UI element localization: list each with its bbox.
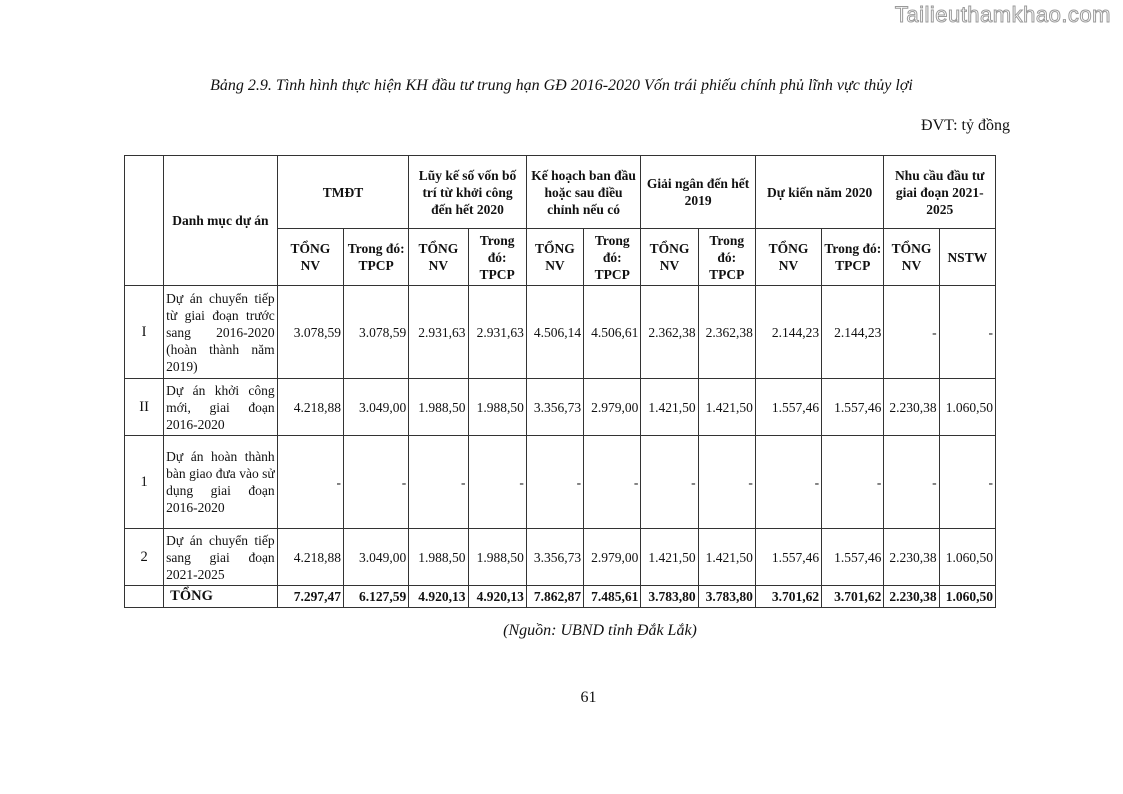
row-number: I <box>125 286 164 379</box>
row-number: 1 <box>125 436 164 529</box>
row-value-cell: - <box>584 436 641 529</box>
subheader-trong-do: Trong đó: TPCP <box>343 229 408 286</box>
total-value-cell: 7.862,87 <box>526 586 583 608</box>
table-row <box>125 379 996 436</box>
row-value-cell: 3.356,73 <box>526 529 583 586</box>
row-value-cell: 1.557,46 <box>822 379 884 436</box>
subheader-trong-do: Trong đó: TPCP <box>468 229 526 286</box>
row-project-name: Dự án chuyển tiếp từ giai đoạn trước sang 2016-2020 (hoàn thành năm 2019) <box>164 286 278 379</box>
row-value-cell: 1.988,50 <box>409 379 468 436</box>
row-value-cell: 2.362,38 <box>698 286 755 379</box>
row-value-cell: 1.060,50 <box>939 529 995 586</box>
total-value-cell: 7.485,61 <box>584 586 641 608</box>
row-value-cell: 1.557,46 <box>822 529 884 586</box>
row-value-cell: 2.144,23 <box>755 286 821 379</box>
subheader-trong-do: Trong đó: TPCP <box>822 229 884 286</box>
table-row <box>125 436 996 529</box>
row-value-cell: 3.078,59 <box>277 286 343 379</box>
row-value-cell: 2.362,38 <box>641 286 698 379</box>
header-group-forecast: Dự kiến năm 2020 <box>755 156 884 229</box>
header-group-plan: Kế hoạch ban đầu hoặc sau điều chỉnh nếu có <box>526 156 641 229</box>
row-value-cell: 1.988,50 <box>468 529 526 586</box>
row-value-cell: - <box>277 436 343 529</box>
subheader-trong-do: Trong đó: TPCP <box>698 229 755 286</box>
row-value-cell: - <box>698 436 755 529</box>
row-value-cell: 1.988,50 <box>409 529 468 586</box>
row-project-name: Dự án chuyển tiếp sang giai đoạn 2021-2025 <box>164 529 278 586</box>
row-value-cell: 4.506,14 <box>526 286 583 379</box>
row-value-cell: - <box>409 436 468 529</box>
source-note: (Nguồn: UBND tỉnh Đắk Lắk) <box>503 622 697 639</box>
total-row <box>125 586 996 608</box>
row-value-cell: 2.144,23 <box>822 286 884 379</box>
row-value-cell: 3.049,00 <box>343 379 408 436</box>
subheader-tong-nv: TỔNG NV <box>641 229 698 286</box>
total-value-cell: 3.701,62 <box>822 586 884 608</box>
watermark: Tailieuthamkhao.com <box>894 2 1111 27</box>
row-value-cell: 2.230,38 <box>884 379 939 436</box>
row-value-cell: 4.506,61 <box>584 286 641 379</box>
subheader-tong-nv: TỔNG NV <box>409 229 468 286</box>
row-value-cell: - <box>822 436 884 529</box>
table-row <box>125 286 996 379</box>
header-group-disbursed: Giải ngân đến hết 2019 <box>641 156 756 229</box>
row-value-cell: 1.421,50 <box>641 529 698 586</box>
row-value-cell: 1.060,50 <box>939 379 995 436</box>
row-project-name: Dự án khởi công mới, giai đoạn 2016-2020 <box>164 379 278 436</box>
investment-table <box>124 155 996 608</box>
row-value-cell: 3.356,73 <box>526 379 583 436</box>
row-value-cell: - <box>884 286 939 379</box>
row-value-cell: 2.230,38 <box>884 529 939 586</box>
row-value-cell: - <box>939 286 995 379</box>
total-value-cell: 3.783,80 <box>698 586 755 608</box>
row-value-cell: 3.078,59 <box>343 286 408 379</box>
row-value-cell: - <box>641 436 698 529</box>
page-number: 61 <box>580 689 597 706</box>
total-label: TỔNG <box>164 586 278 608</box>
subheader-tong-nv: TỔNG NV <box>277 229 343 286</box>
total-value-cell: 4.920,13 <box>409 586 468 608</box>
table-caption: Bảng 2.9. Tình hình thực hiện KH đầu tư trung hạn GĐ 2016-2020 Vốn trái phiếu chính phủ lĩnh vực thủy lợi <box>210 77 913 94</box>
row-value-cell: - <box>468 436 526 529</box>
row-value-cell: 2.979,00 <box>584 529 641 586</box>
subheader-tong-nv: TỔNG NV <box>755 229 821 286</box>
subheader-tong-nv: TỔNG NV <box>884 229 939 286</box>
row-value-cell: 1.421,50 <box>698 529 755 586</box>
total-value-cell: 7.297,47 <box>277 586 343 608</box>
total-no <box>125 586 164 608</box>
row-number: 2 <box>125 529 164 586</box>
header-group-tmdt: TMĐT <box>277 156 409 229</box>
total-value-cell: 6.127,59 <box>343 586 408 608</box>
total-value-cell: 4.920,13 <box>468 586 526 608</box>
unit-label: ĐVT: tỷ đồng <box>921 117 1010 134</box>
row-value-cell: 1.421,50 <box>641 379 698 436</box>
row-value-cell: 3.049,00 <box>343 529 408 586</box>
row-value-cell: 2.931,63 <box>468 286 526 379</box>
row-value-cell: - <box>884 436 939 529</box>
row-value-cell: 4.218,88 <box>277 529 343 586</box>
row-value-cell: 2.979,00 <box>584 379 641 436</box>
row-value-cell: 1.421,50 <box>698 379 755 436</box>
row-value-cell: - <box>939 436 995 529</box>
header-project-list: Danh mục dự án <box>164 156 278 286</box>
row-value-cell: 1.557,46 <box>755 529 821 586</box>
row-value-cell: 4.218,88 <box>277 379 343 436</box>
row-value-cell: - <box>755 436 821 529</box>
subheader-nstw: NSTW <box>939 229 995 286</box>
total-value-cell: 2.230,38 <box>884 586 939 608</box>
subheader-trong-do: Trong đó: TPCP <box>584 229 641 286</box>
total-value-cell: 3.783,80 <box>641 586 698 608</box>
table-row <box>125 529 996 586</box>
header-group-cumulative: Lũy kế số vốn bố trí từ khởi công đến hết 2020 <box>409 156 527 229</box>
row-value-cell: 1.557,46 <box>755 379 821 436</box>
row-value-cell: 2.931,63 <box>409 286 468 379</box>
total-value-cell: 3.701,62 <box>755 586 821 608</box>
header-no <box>125 156 164 286</box>
row-value-cell: - <box>526 436 583 529</box>
header-group-demand: Nhu cầu đầu tư giai đoạn 2021-2025 <box>884 156 996 229</box>
row-number: II <box>125 379 164 436</box>
row-value-cell: 1.988,50 <box>468 379 526 436</box>
row-project-name: Dự án hoàn thành bàn giao đưa vào sử dụng giai đoạn 2016-2020 <box>164 436 278 529</box>
row-value-cell: - <box>343 436 408 529</box>
total-value-cell: 1.060,50 <box>939 586 995 608</box>
subheader-tong-nv: TỔNG NV <box>526 229 583 286</box>
